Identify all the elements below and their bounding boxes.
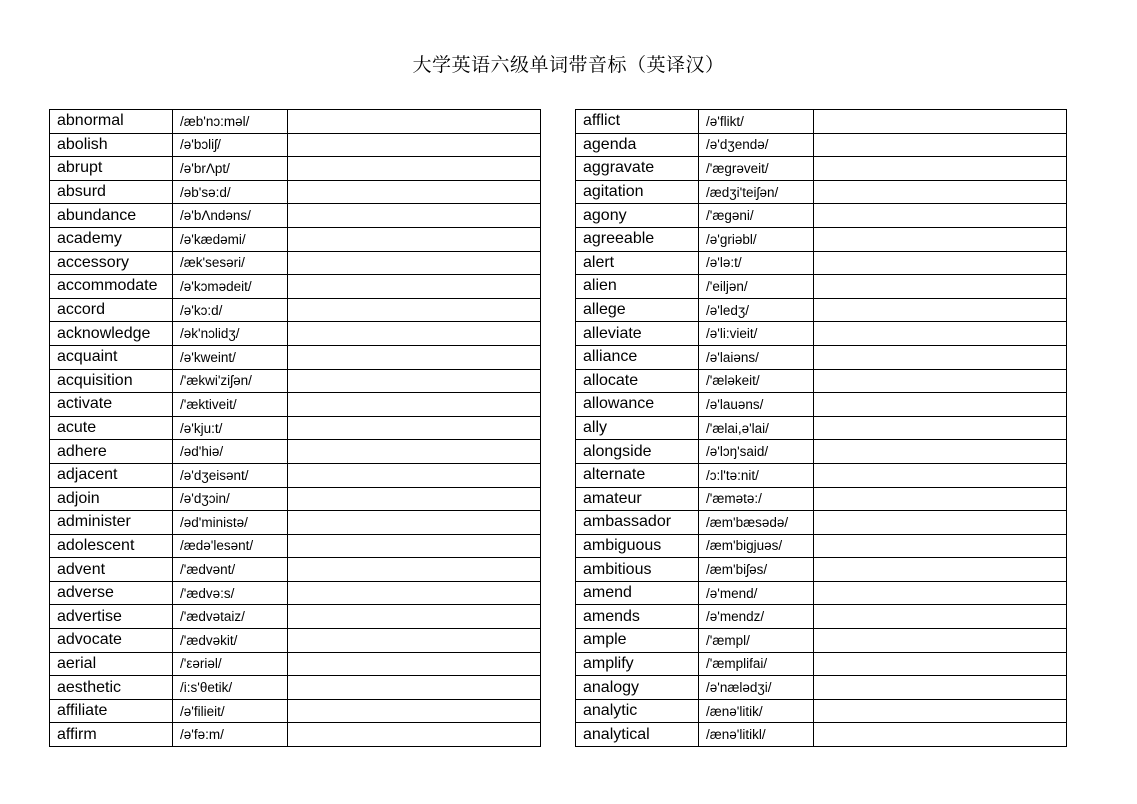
meaning-cell: [288, 110, 541, 134]
meaning-cell: [814, 463, 1067, 487]
word-cell: analytical: [576, 723, 699, 747]
meaning-cell: [288, 369, 541, 393]
phonetic-cell: /ə'ledʒ/: [699, 298, 814, 322]
word-cell: ample: [576, 629, 699, 653]
table-row: [50, 157, 541, 181]
phonetic-cell: /ə'bɔliʃ/: [173, 133, 288, 157]
word-cell: alien: [576, 275, 699, 299]
meaning-cell: [814, 345, 1067, 369]
phonetic-cell: /ænə'litik/: [699, 699, 814, 723]
word-cell: allege: [576, 298, 699, 322]
word-cell: activate: [50, 393, 173, 417]
phonetic-cell: /ə'lɔŋ'said/: [699, 440, 814, 464]
meaning-cell: [288, 393, 541, 417]
table-row: [576, 251, 1067, 275]
phonetic-cell: /'ælai,ə'lai/: [699, 416, 814, 440]
meaning-cell: [814, 416, 1067, 440]
table-row: [50, 251, 541, 275]
word-cell: accord: [50, 298, 173, 322]
word-cell: amateur: [576, 487, 699, 511]
meaning-cell: [288, 652, 541, 676]
table-row: [50, 345, 541, 369]
meaning-cell: [288, 723, 541, 747]
word-cell: alongside: [576, 440, 699, 464]
word-cell: affirm: [50, 723, 173, 747]
meaning-cell: [814, 369, 1067, 393]
table-row: [576, 393, 1067, 417]
word-cell: amend: [576, 581, 699, 605]
phonetic-cell: /ə'kɔ:d/: [173, 298, 288, 322]
word-cell: allowance: [576, 393, 699, 417]
table-row: [576, 723, 1067, 747]
meaning-cell: [288, 227, 541, 251]
phonetic-cell: /ə'kweint/: [173, 345, 288, 369]
table-row: [576, 275, 1067, 299]
table-row: [576, 581, 1067, 605]
phonetic-cell: /ə'li:vieit/: [699, 322, 814, 346]
word-cell: ambiguous: [576, 534, 699, 558]
meaning-cell: [814, 440, 1067, 464]
table-row: [50, 558, 541, 582]
meaning-cell: [814, 676, 1067, 700]
phonetic-cell: /ə'kɔmədeit/: [173, 275, 288, 299]
phonetic-cell: /i:s'θetik/: [173, 676, 288, 700]
meaning-cell: [288, 511, 541, 535]
meaning-cell: [288, 416, 541, 440]
table-row: [50, 463, 541, 487]
word-cell: advertise: [50, 605, 173, 629]
phonetic-cell: /ə'mend/: [699, 581, 814, 605]
meaning-cell: [814, 110, 1067, 134]
word-cell: agitation: [576, 180, 699, 204]
table-row: [50, 652, 541, 676]
phonetic-cell: /ə'brΛpt/: [173, 157, 288, 181]
phonetic-cell: /ɔ:l'tə:nit/: [699, 463, 814, 487]
word-cell: accommodate: [50, 275, 173, 299]
meaning-cell: [288, 298, 541, 322]
phonetic-cell: /'æmpl/: [699, 629, 814, 653]
phonetic-cell: /'ædvəkit/: [173, 629, 288, 653]
table-row: [50, 298, 541, 322]
phonetic-cell: /əd'hiə/: [173, 440, 288, 464]
phonetic-cell: /ə'lə:t/: [699, 251, 814, 275]
word-cell: affiliate: [50, 699, 173, 723]
table-row: [576, 110, 1067, 134]
phonetic-cell: /ænə'litikl/: [699, 723, 814, 747]
word-cell: ally: [576, 416, 699, 440]
meaning-cell: [288, 345, 541, 369]
word-cell: alleviate: [576, 322, 699, 346]
table-row: [50, 227, 541, 251]
table-row: [576, 227, 1067, 251]
phonetic-cell: /'ækwi'ziʃən/: [173, 369, 288, 393]
phonetic-cell: /æb'nɔ:məl/: [173, 110, 288, 134]
table-row: [576, 298, 1067, 322]
phonetic-cell: /'ædvətaiz/: [173, 605, 288, 629]
meaning-cell: [814, 157, 1067, 181]
meaning-cell: [814, 534, 1067, 558]
phonetic-cell: /'æmətə:/: [699, 487, 814, 511]
word-cell: abolish: [50, 133, 173, 157]
meaning-cell: [288, 676, 541, 700]
word-cell: acquaint: [50, 345, 173, 369]
meaning-cell: [288, 133, 541, 157]
meaning-cell: [814, 133, 1067, 157]
phonetic-cell: /ædə'lesənt/: [173, 534, 288, 558]
table-row: [576, 676, 1067, 700]
meaning-cell: [814, 487, 1067, 511]
word-cell: analytic: [576, 699, 699, 723]
table-row: [50, 676, 541, 700]
meaning-cell: [814, 699, 1067, 723]
table-row: [576, 629, 1067, 653]
phonetic-cell: /'εəriəl/: [173, 652, 288, 676]
word-cell: analogy: [576, 676, 699, 700]
phonetic-cell: /æm'biʃəs/: [699, 558, 814, 582]
table-row: [50, 322, 541, 346]
phonetic-cell: /əb'sə:d/: [173, 180, 288, 204]
word-cell: adhere: [50, 440, 173, 464]
meaning-cell: [814, 652, 1067, 676]
table-row: [50, 416, 541, 440]
table-row: [50, 110, 541, 134]
meaning-cell: [288, 487, 541, 511]
word-cell: agreeable: [576, 227, 699, 251]
word-cell: agony: [576, 204, 699, 228]
table-row: [576, 487, 1067, 511]
table-row: [50, 511, 541, 535]
table-row: [50, 629, 541, 653]
table-row: [576, 133, 1067, 157]
word-cell: academy: [50, 227, 173, 251]
word-cell: adjacent: [50, 463, 173, 487]
phonetic-cell: /'ægəni/: [699, 204, 814, 228]
table-row: [576, 157, 1067, 181]
word-cell: aggravate: [576, 157, 699, 181]
phonetic-cell: /əd'ministə/: [173, 511, 288, 535]
meaning-cell: [814, 298, 1067, 322]
phonetic-cell: /ə'laiəns/: [699, 345, 814, 369]
phonetic-cell: /ə'mendz/: [699, 605, 814, 629]
word-cell: acknowledge: [50, 322, 173, 346]
table-row: [50, 581, 541, 605]
table-row: [576, 699, 1067, 723]
page-title: 大学英语六级单词带音标（英译汉）: [412, 54, 725, 76]
meaning-cell: [288, 322, 541, 346]
phonetic-cell: /'æləkeit/: [699, 369, 814, 393]
word-cell: alert: [576, 251, 699, 275]
table-row: [50, 180, 541, 204]
word-cell: acquisition: [50, 369, 173, 393]
meaning-cell: [814, 581, 1067, 605]
table-row: [50, 440, 541, 464]
phonetic-cell: /ə'nælədʒi/: [699, 676, 814, 700]
phonetic-cell: /ə'dʒendə/: [699, 133, 814, 157]
meaning-cell: [814, 629, 1067, 653]
word-cell: accessory: [50, 251, 173, 275]
word-cell: alternate: [576, 463, 699, 487]
phonetic-cell: /ə'flikt/: [699, 110, 814, 134]
meaning-cell: [288, 463, 541, 487]
word-cell: adjoin: [50, 487, 173, 511]
word-cell: aesthetic: [50, 676, 173, 700]
phonetic-cell: /'æmplifai/: [699, 652, 814, 676]
word-cell: afflict: [576, 110, 699, 134]
meaning-cell: [814, 180, 1067, 204]
table-row: [50, 487, 541, 511]
table-row: [576, 345, 1067, 369]
phonetic-cell: /'æktiveit/: [173, 393, 288, 417]
table-row: [50, 699, 541, 723]
meaning-cell: [288, 440, 541, 464]
word-cell: ambitious: [576, 558, 699, 582]
phonetic-cell: /ə'griəbl/: [699, 227, 814, 251]
word-cell: adverse: [50, 581, 173, 605]
table-row: [50, 369, 541, 393]
word-cell: absurd: [50, 180, 173, 204]
phonetic-cell: /'eiljən/: [699, 275, 814, 299]
word-cell: alliance: [576, 345, 699, 369]
table-row: [576, 511, 1067, 535]
table-row: [50, 275, 541, 299]
phonetic-cell: /ək'nɔlidʒ/: [173, 322, 288, 346]
meaning-cell: [288, 629, 541, 653]
vocab-table-right-body: [576, 110, 1067, 747]
table-row: [50, 534, 541, 558]
table-row: [576, 558, 1067, 582]
table-row: [50, 723, 541, 747]
meaning-cell: [814, 511, 1067, 535]
phonetic-cell: /ə'kædəmi/: [173, 227, 288, 251]
meaning-cell: [288, 581, 541, 605]
meaning-cell: [814, 605, 1067, 629]
table-row: [576, 534, 1067, 558]
table-row: [576, 652, 1067, 676]
vocab-table-left-body: [50, 110, 541, 747]
table-row: [50, 204, 541, 228]
vocab-table-left: [49, 109, 541, 747]
table-row: [576, 180, 1067, 204]
meaning-cell: [288, 558, 541, 582]
meaning-cell: [814, 393, 1067, 417]
word-cell: allocate: [576, 369, 699, 393]
meaning-cell: [814, 275, 1067, 299]
word-cell: amplify: [576, 652, 699, 676]
word-cell: acute: [50, 416, 173, 440]
table-row: [50, 393, 541, 417]
word-cell: abnormal: [50, 110, 173, 134]
vocab-table-right: [575, 109, 1067, 747]
meaning-cell: [814, 251, 1067, 275]
meaning-cell: [288, 699, 541, 723]
table-row: [576, 605, 1067, 629]
word-cell: administer: [50, 511, 173, 535]
phonetic-cell: /ə'dʒɔin/: [173, 487, 288, 511]
meaning-cell: [288, 534, 541, 558]
meaning-cell: [814, 322, 1067, 346]
table-row: [576, 204, 1067, 228]
table-row: [576, 416, 1067, 440]
phonetic-cell: /'ædvə:s/: [173, 581, 288, 605]
meaning-cell: [288, 157, 541, 181]
phonetic-cell: /'ægrəveit/: [699, 157, 814, 181]
table-row: [50, 133, 541, 157]
table-row: [576, 322, 1067, 346]
meaning-cell: [288, 275, 541, 299]
phonetic-cell: /ə'dʒeisənt/: [173, 463, 288, 487]
word-cell: adolescent: [50, 534, 173, 558]
meaning-cell: [288, 605, 541, 629]
table-row: [576, 440, 1067, 464]
phonetic-cell: /æm'bæsədə/: [699, 511, 814, 535]
phonetic-cell: /'ædvənt/: [173, 558, 288, 582]
word-cell: abundance: [50, 204, 173, 228]
meaning-cell: [288, 251, 541, 275]
phonetic-cell: /ə'filieit/: [173, 699, 288, 723]
meaning-cell: [288, 180, 541, 204]
word-cell: agenda: [576, 133, 699, 157]
phonetic-cell: /ə'fə:m/: [173, 723, 288, 747]
meaning-cell: [814, 723, 1067, 747]
meaning-cell: [814, 227, 1067, 251]
phonetic-cell: /ædʒi'teiʃən/: [699, 180, 814, 204]
word-cell: ambassador: [576, 511, 699, 535]
phonetic-cell: /æm'bigjuəs/: [699, 534, 814, 558]
meaning-cell: [814, 558, 1067, 582]
table-row: [50, 605, 541, 629]
word-cell: advent: [50, 558, 173, 582]
word-cell: aerial: [50, 652, 173, 676]
word-cell: advocate: [50, 629, 173, 653]
word-cell: abrupt: [50, 157, 173, 181]
phonetic-cell: /ə'lauəns/: [699, 393, 814, 417]
word-cell: amends: [576, 605, 699, 629]
phonetic-cell: /ə'bΛndəns/: [173, 204, 288, 228]
phonetic-cell: /æk'sesəri/: [173, 251, 288, 275]
table-row: [576, 463, 1067, 487]
phonetic-cell: /ə'kju:t/: [173, 416, 288, 440]
table-row: [576, 369, 1067, 393]
meaning-cell: [814, 204, 1067, 228]
meaning-cell: [288, 204, 541, 228]
